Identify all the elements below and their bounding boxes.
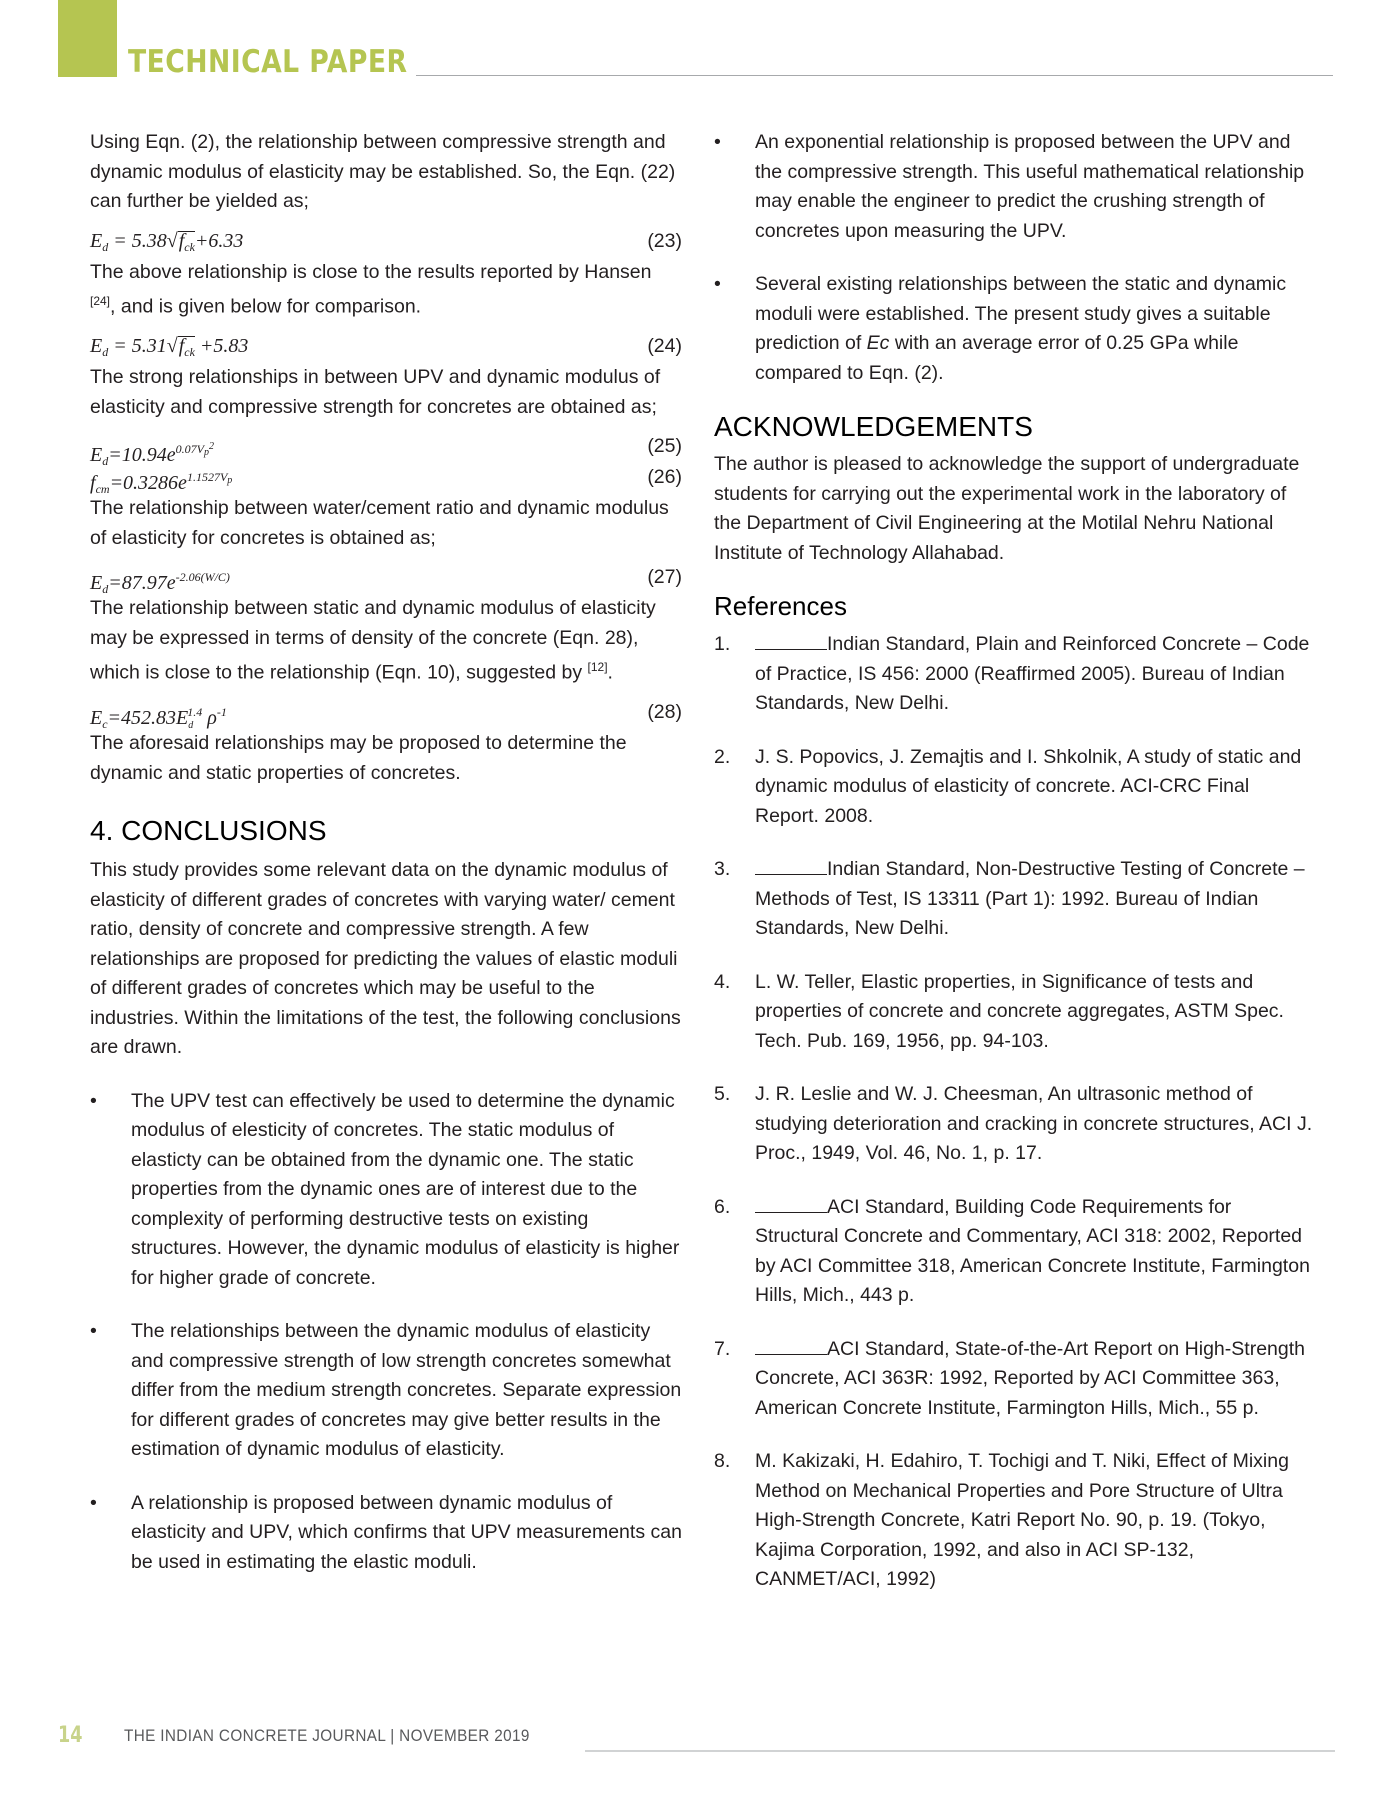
reference-item: [714, 1335, 1314, 1424]
bullet-icon: •: [714, 131, 721, 153]
reference-number: 8.: [714, 1450, 731, 1472]
right-column: [714, 128, 1314, 1595]
reference-number: 1.: [714, 633, 731, 655]
acknowledgements-text: The author is pleased to acknowledge the support of undergraduate students for carrying out the experimental work in the laboratory of the Department of Civil Engineering at the Motilal Nehru National Institute of Technology Allahabad.: [714, 453, 1300, 564]
references-heading: References: [714, 591, 847, 621]
eq-exp: 0.07V: [175, 442, 204, 456]
eq-const: +5.83: [194, 335, 249, 357]
reference-text: ACI Standard, State-of-the-Art Report on High-Strength Concrete, ACI 363R: 1992, Reported by ACI Committee 363, American Concrete Institute, Farmington Hills, Mich., 55 p.: [755, 1337, 1305, 1419]
eq-rho: ρ: [202, 707, 217, 729]
author-blank-line: [755, 1194, 827, 1213]
list-item: [90, 1317, 682, 1465]
eq-coef: = 5.38: [108, 229, 167, 252]
equation-number: (23): [647, 229, 682, 252]
reference-text: J. R. Leslie and W. J. Cheesman, An ultrasonic method of studying deterioration and cracking in concrete structures, ACI J. Proc., 1949, Vol. 46, No. 1, p. 17.: [755, 1083, 1313, 1164]
eq-sub: p: [203, 447, 209, 458]
conclusions-heading: 4. CONCLUSIONS: [90, 815, 327, 846]
author-blank-line: [755, 1336, 827, 1355]
eq-sub: ck: [184, 345, 195, 359]
paragraph: The strong relationships in between UPV and dynamic modulus of elasticity and compressive strength for concretes are obtained as;: [90, 366, 661, 418]
reference-number: 2.: [714, 745, 731, 768]
paragraph: The relationship between water/cement ratio and dynamic modulus of elasticity for concretes is obtained as;: [90, 497, 669, 549]
bullet-text: An exponential relationship is proposed between the UPV and the compressive strength. This useful mathematical relationship may enable the engineer to predict the crushing strength of concretes upon measuring the UPV.: [755, 131, 1305, 242]
equation-24: $E_d = 5.31√f_{ck} +5.83$ (24): [90, 332, 682, 361]
reference-number: 4.: [714, 970, 731, 993]
paragraph: The aforesaid relationships may be proposed to determine the dynamic and static properties of concretes.: [90, 732, 627, 784]
eq-lhs: f: [90, 472, 96, 494]
eq-radicand: [178, 336, 195, 362]
text: The relationship between static and dynamic modulus of elasticity may be expressed in terms of density of the concrete (Eqn. 28), which is close to the relationship (Eqn. 10), suggested by: [90, 597, 656, 684]
eq-sub: d: [102, 454, 109, 468]
equation-25: [90, 432, 682, 468]
reference-item: [714, 743, 1314, 832]
paragraph: [90, 258, 682, 323]
reference-text: M. Kakizaki, H. Edahiro, T. Tochigi and T. Niki, Effect of Mixing Method on Mechanical Properties and Pore Structure of Ultra High-Strength Concrete, Katri Report No. 90, p. 19. (Tokyo, Kajima Corporation, 1992, and also in ACI SP-132, CANMET/ACI, 1992): [755, 1450, 1289, 1590]
eq-body: =452.83E: [107, 707, 189, 729]
reference-text: Indian Standard, Plain and Reinforced Concrete – Code of Practice, IS 456: 2000 (Reaffirmed 2005). Bureau of Indian Standards, New Delhi.: [755, 633, 1310, 714]
equation-number: (27): [647, 566, 682, 588]
page-number: 14: [58, 1723, 83, 1748]
reference-text: ACI Standard, Building Code Requirements for Structural Concrete and Commentary, ACI 318: 2002, Reported by ACI Committee 318, American Concrete Institute, Farmington Hills, Mich., 443 p.: [755, 1195, 1310, 1306]
bullet-text: Several existing relationships between the static and dynamic moduli were established. The present study gives a suitable prediction of: [755, 273, 1287, 354]
author-blank-line: [755, 631, 827, 650]
eq-const: +6.33: [194, 229, 244, 252]
references-list: [714, 630, 1314, 1595]
eq-exponent: -2.06(W/C): [175, 570, 230, 584]
eq-var: f: [178, 229, 185, 252]
reference-item: [714, 1447, 1314, 1595]
eq-sub: d: [102, 582, 109, 596]
eq-sub: cm: [95, 482, 110, 496]
bullet-icon: •: [90, 1491, 97, 1514]
list-item: [714, 128, 1314, 246]
eq-sub: d: [102, 239, 109, 254]
eq-sub: d: [188, 720, 194, 731]
equation-23: $E_d = 5.38√f_{ck}+6.33$ (23): [90, 227, 682, 256]
equation-27: [90, 563, 682, 596]
bullet-icon: •: [90, 1320, 97, 1342]
bullet-text: The relationships between the dynamic modulus of elasticity and compressive strength of low strength concretes somewhat differ from the medium strength concretes. Separate expression for different grades of concretes may give better results in the estimation of dynamic modulus of elasticity.: [131, 1320, 682, 1460]
footer-rule: [585, 1750, 1335, 1752]
text: The above relationship is close to the results reported by Hansen: [90, 260, 652, 283]
eq-sub: c: [102, 717, 108, 731]
paragraph: This study provides some relevant data on the dynamic modulus of elasticity of different grades of concretes with varying water/ cement ratio, density of concrete and compressive strength. A few relationships are proposed for predicting the values of elastic moduli of different grades of concretes which may be useful to the industries. Within the limitations of the test, the following conclusions are drawn.: [90, 859, 681, 1058]
equation-28: [90, 698, 682, 731]
eq-exp: 1.1527V: [186, 470, 228, 484]
paragraph: Using Eqn. (2), the relationship between compressive strength and dynamic modulus of elasticity may be established. So, the Eqn. (22) can further be yielded as;: [90, 131, 676, 212]
acknowledgements-heading: ACKNOWLEDGEMENTS: [714, 411, 1033, 442]
equation-number: (28): [647, 701, 682, 723]
eq-body: =10.94e: [108, 444, 176, 466]
reference-number: 3.: [714, 858, 731, 880]
journal-footer: THE INDIAN CONCRETE JOURNAL | NOVEMBER 2019: [124, 1726, 530, 1745]
citation: [12]: [587, 660, 608, 674]
reference-item: [714, 1080, 1314, 1169]
header-accent-block: [58, 0, 117, 77]
eq-var: f: [178, 335, 185, 357]
reference-item: [714, 968, 1314, 1057]
eq-exponent: [176, 442, 214, 456]
equation-number: (25): [647, 435, 682, 457]
list-item: [714, 270, 1314, 388]
bullet-icon: •: [714, 273, 721, 295]
bullet-text: with an average error of 0.25 GPa while compared to Eqn. (2).: [755, 332, 1239, 384]
eq-lhs: E: [90, 444, 103, 466]
eq-sup: -1: [216, 705, 227, 719]
bullet-text: A relationship is proposed between dynamic modulus of elasticity and UPV, which confirms that UPV measurements can be used in estimating the elastic moduli.: [131, 1491, 682, 1573]
paragraph: [90, 594, 682, 688]
eq-lhs: E: [90, 707, 103, 729]
list-item: [90, 1087, 682, 1294]
reference-text: Indian Standard, Non-Destructive Testing of Concrete – Methods of Test, IS 13311 (Part 1): 1992. Bureau of Indian Standards, New Delhi.: [755, 858, 1305, 939]
eq-radicand: [178, 231, 195, 257]
eq-exponent: [187, 470, 232, 484]
reference-text: L. W. Teller, Elastic properties, in Significance of tests and properties of concrete and concrete aggregates, ASTM Spec. Tech. Pub. 169, 1956, pp. 94-103.: [755, 970, 1284, 1052]
eq-sup: 2: [208, 441, 214, 452]
bullet-italic: Ec: [866, 332, 890, 354]
reference-item: [714, 630, 1314, 719]
reference-number: 6.: [714, 1195, 731, 1218]
eq-lhs: E: [90, 229, 103, 252]
reference-number: 5.: [714, 1083, 731, 1105]
eq-sub: d: [102, 345, 109, 359]
eq-lhs: E: [90, 335, 103, 357]
reference-item: [714, 1193, 1314, 1311]
author-blank-line: [755, 856, 827, 875]
reference-text: J. S. Popovics, J. Zemajtis and I. Shkolnik, A study of static and dynamic modulus of elasticity of concrete. ACI-CRC Final Report. 2008.: [755, 745, 1302, 827]
eq-sub: ck: [184, 239, 195, 254]
header-rule: [416, 75, 1333, 76]
bullet-text: The UPV test can effectively be used to determine the dynamic modulus of elesticity of concretes. The static modulus of elasticty can be obtained from the dynamic one. The static properties from the dynamic ones are of interest due to the complexity of performing destructive tests on existing structures. However, the dynamic modulus of elasticity is higher for higher grade of concrete.: [131, 1089, 680, 1289]
eq-coef: = 5.31: [108, 335, 167, 357]
list-item: [90, 1489, 682, 1578]
section-label: TECHNICAL PAPER: [128, 44, 408, 80]
eq-body: =87.97e: [108, 572, 176, 594]
reference-number: 7.: [714, 1337, 731, 1360]
eq-sub: p: [227, 475, 233, 486]
text: .: [607, 661, 613, 684]
eq-lhs: E: [90, 572, 103, 594]
citation: [24]: [90, 294, 111, 308]
eq-sup: 1.4: [187, 705, 203, 719]
reference-item: [714, 855, 1314, 944]
equation-number: (24): [647, 335, 682, 357]
bullet-icon: •: [90, 1089, 97, 1112]
equation-26: [90, 463, 682, 496]
text: , and is given below for comparison.: [110, 295, 422, 318]
equation-number: (26): [647, 466, 682, 488]
eq-body: =0.3286e: [109, 472, 187, 494]
left-column: [90, 128, 682, 1577]
